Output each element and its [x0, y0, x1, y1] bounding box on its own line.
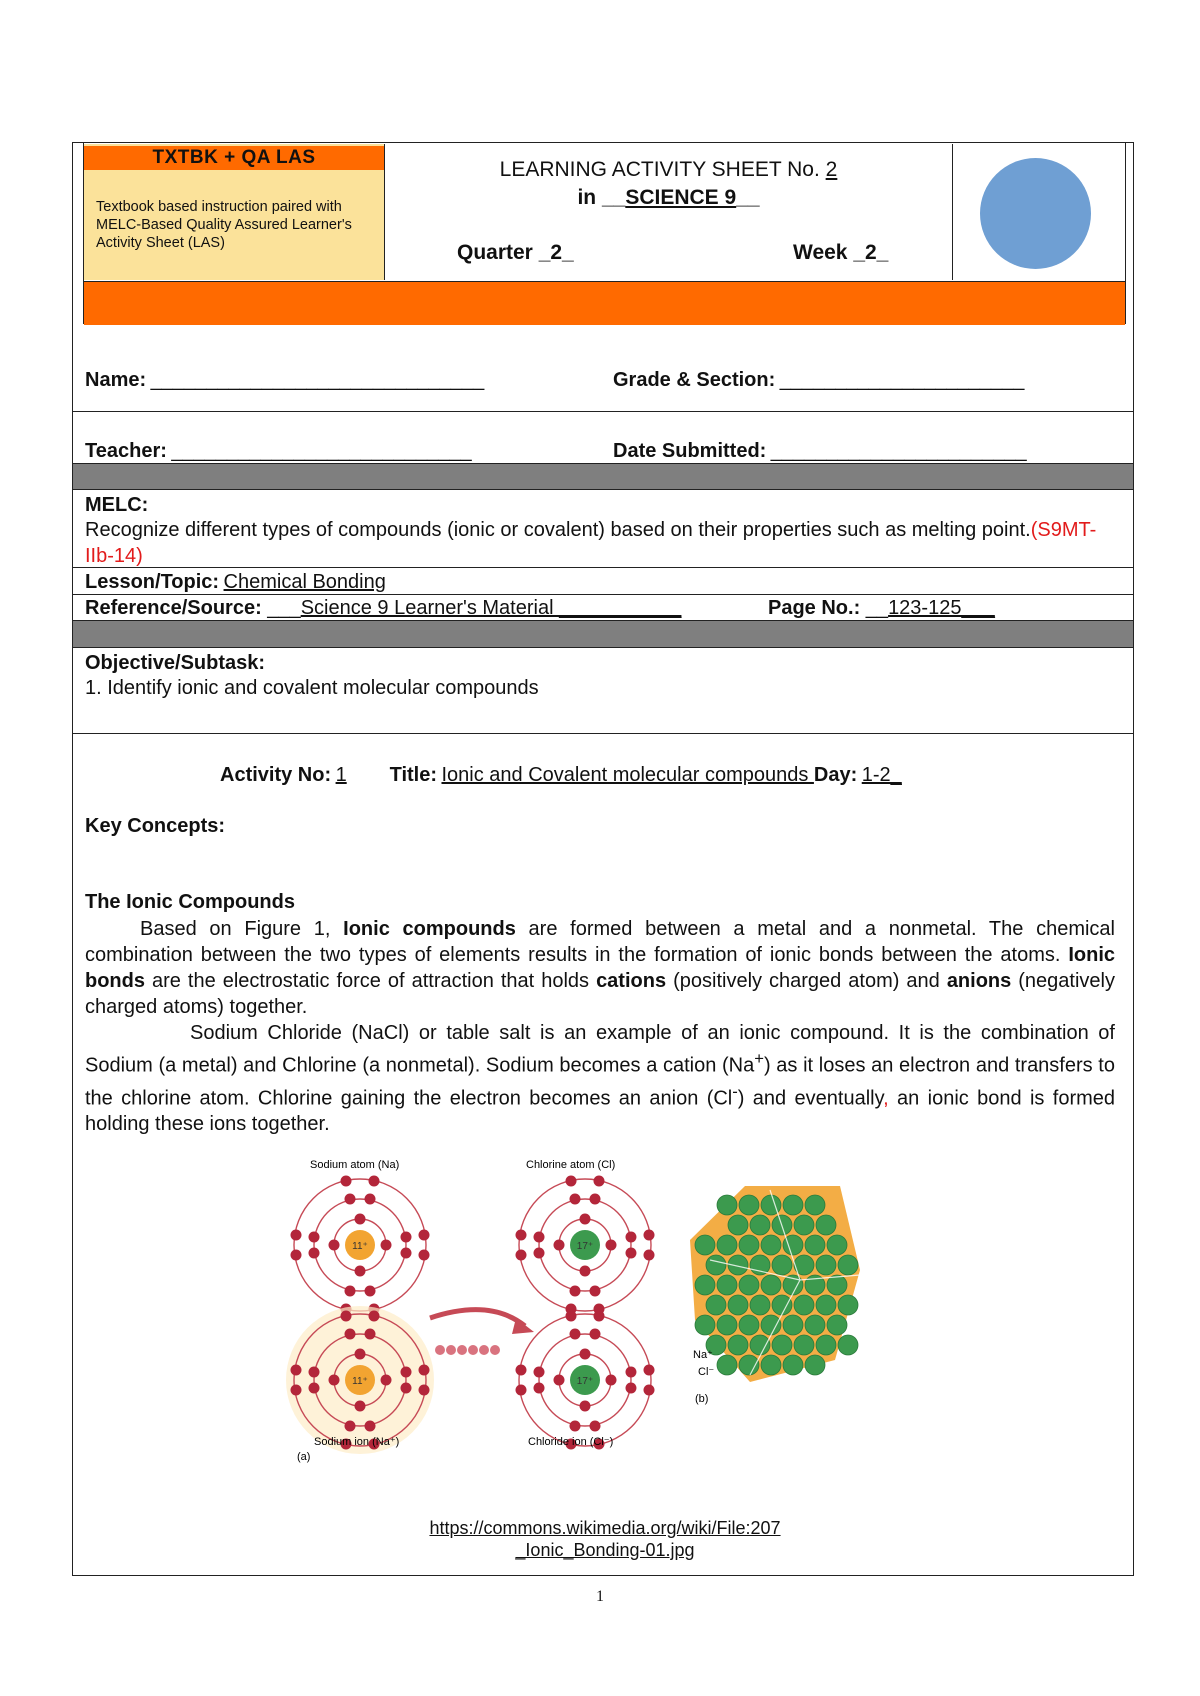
chloride-sphere [805, 1355, 825, 1375]
electron [291, 1385, 302, 1396]
section-title: The Ionic Compounds [85, 891, 295, 913]
electron [570, 1286, 581, 1297]
nacl-lattice [690, 1186, 860, 1382]
week-value: _2_ [853, 241, 889, 264]
activity-title-value: Ionic and Covalent molecular compounds [441, 764, 814, 786]
svg-text:17⁺: 17⁺ [576, 1376, 594, 1387]
chloride-sphere [750, 1215, 770, 1235]
electron [419, 1385, 430, 1396]
electron [534, 1232, 545, 1243]
electron [590, 1421, 601, 1432]
electron [580, 1266, 591, 1277]
electron [345, 1286, 356, 1297]
electron [401, 1383, 412, 1394]
divider [73, 567, 1133, 568]
electron [291, 1365, 302, 1376]
sodium-ion [286, 1306, 434, 1454]
electron [401, 1232, 412, 1243]
teacher-field[interactable]: ___________________________ [171, 440, 472, 462]
chloride-sphere [717, 1275, 737, 1295]
activity-title-label: Title: [389, 764, 438, 786]
chloride-sphere [695, 1235, 715, 1255]
electron [365, 1286, 376, 1297]
chloride-sphere [695, 1275, 715, 1295]
electron [580, 1349, 591, 1360]
electron [580, 1214, 591, 1225]
electron [626, 1367, 637, 1378]
chloride-sphere [805, 1195, 825, 1215]
chloride-sphere [717, 1355, 737, 1375]
chloride-sphere [838, 1335, 858, 1355]
chloride-sphere [761, 1275, 781, 1295]
label-sodium-ion: Sodium ion (Na⁺) [314, 1436, 400, 1448]
gray-separator [73, 463, 1133, 490]
electron [365, 1194, 376, 1205]
objective-block [85, 652, 539, 700]
electron [554, 1240, 565, 1251]
chloride-sphere [739, 1355, 759, 1375]
text-run: (negatively charged atoms) together. [85, 970, 1115, 1018]
divider [73, 733, 1133, 734]
activity-day-label: Day: [813, 764, 858, 786]
chloride-sphere [717, 1195, 737, 1215]
label-lattice-na: Na⁺ [693, 1349, 713, 1361]
objective-label: Objective/Subtask: [85, 652, 266, 674]
chlorine-atom [516, 1176, 655, 1315]
svg-text:17⁺: 17⁺ [576, 1241, 594, 1252]
electron [606, 1375, 617, 1386]
label-chlorine-atom: Chlorine atom (Cl) [526, 1159, 616, 1171]
lesson-row [85, 571, 386, 594]
electron [606, 1240, 617, 1251]
chloride-sphere [739, 1235, 759, 1255]
activity-day-value: 1-2_ [861, 764, 902, 786]
chloride-sphere [739, 1275, 759, 1295]
text-run-bold: Ionic compounds [343, 918, 516, 940]
page-no-label: Page No.: [768, 597, 861, 619]
electron [365, 1421, 376, 1432]
name-field[interactable]: ______________________________ [150, 369, 485, 391]
electron [554, 1375, 565, 1386]
electron [329, 1240, 340, 1251]
las-title [385, 158, 952, 182]
chloride-sphere [761, 1355, 781, 1375]
electron [309, 1367, 320, 1378]
label-a: (a) [297, 1451, 311, 1463]
logo-circle [980, 158, 1091, 269]
chloride-sphere [816, 1295, 836, 1315]
subject-suffix: __ [736, 186, 760, 209]
melc-code: (S9MT- IIb-14) [85, 519, 1097, 567]
chloride-sphere [717, 1315, 737, 1335]
electron [644, 1365, 655, 1376]
chloride-sphere [783, 1195, 803, 1215]
source-link[interactable] [350, 1517, 860, 1561]
ionic-bonding-figure [280, 1150, 940, 1480]
chloride-sphere [728, 1295, 748, 1315]
electron [365, 1329, 376, 1340]
chloride-sphere [761, 1315, 781, 1335]
superscript-plus: + [754, 1049, 764, 1068]
melc-block [85, 494, 1120, 569]
las-number: 2 [825, 158, 838, 181]
atom-diagrams [286, 1176, 655, 1455]
quarter-label: Quarter [457, 241, 539, 264]
activity-line [220, 764, 902, 787]
text-run: Based on Figure 1, [140, 918, 344, 940]
gray-separator [73, 620, 1133, 648]
text-run-bold: cations [596, 970, 667, 992]
electron [644, 1230, 655, 1241]
quarter [457, 241, 574, 265]
text-run: Sodium Chloride (NaCl) or table salt is an example of an ionic compound. It is the combination of Sodium (a metal) and Chlorine (a nonmetal). Sodium becomes a cation (Na [85, 1022, 1115, 1077]
electron [401, 1367, 412, 1378]
electron [457, 1345, 467, 1355]
chloride-sphere [827, 1235, 847, 1255]
electron [594, 1311, 605, 1322]
electron [401, 1248, 412, 1259]
lesson-value: Chemical Bonding [223, 571, 386, 593]
week-label: Week [793, 241, 854, 264]
chloride-sphere [739, 1195, 759, 1215]
electron [534, 1367, 545, 1378]
electron [435, 1345, 445, 1355]
chloride-sphere [772, 1295, 792, 1315]
svg-text:11⁺: 11⁺ [352, 1241, 368, 1252]
text-run: ) and eventually [737, 1087, 884, 1110]
divider [73, 411, 1133, 412]
chloride-sphere [772, 1335, 792, 1355]
reference-value: Science 9 Learner's Material ___________ [300, 597, 682, 619]
key-concepts-heading: Key Concepts: [85, 815, 226, 837]
electron [341, 1176, 352, 1187]
electron [309, 1232, 320, 1243]
electron [566, 1176, 577, 1187]
electron [534, 1383, 545, 1394]
electron [381, 1240, 392, 1251]
chloride-sphere [761, 1235, 781, 1255]
melc-text-wrap [85, 517, 1120, 569]
source-link-line1[interactable]: https://commons.wikimedia.org/wiki/File:207 [429, 1518, 781, 1538]
electron [516, 1250, 527, 1261]
page-number: 1 [596, 1588, 604, 1605]
label-lattice-cl: Cl⁻ [698, 1366, 715, 1378]
electron [369, 1311, 380, 1322]
text-run-bold: anions [946, 970, 1012, 992]
divider [73, 594, 1133, 595]
superscript-minus: - [732, 1081, 738, 1101]
electron [580, 1401, 591, 1412]
orange-bar [84, 281, 1125, 325]
paragraph-sodium-chloride [85, 1020, 1115, 1137]
electron [626, 1248, 637, 1259]
label-sodium-atom: Sodium atom (Na) [310, 1159, 400, 1171]
electron [291, 1250, 302, 1261]
svg-text:11⁺: 11⁺ [352, 1376, 368, 1387]
electron [329, 1375, 340, 1386]
transfer-arrow [430, 1310, 525, 1326]
melc-label: MELC: [85, 494, 149, 516]
text-run-bold: Ionic bonds [85, 944, 1115, 992]
grade-label: Grade & Section: [613, 369, 776, 391]
date-label: Date Submitted: [613, 440, 767, 462]
chloride-sphere [695, 1315, 715, 1335]
electron [570, 1329, 581, 1340]
electron [309, 1248, 320, 1259]
text-run: are the electrostatic force of attraction that holds [145, 970, 597, 992]
subject-line [385, 186, 952, 210]
electron [594, 1176, 605, 1187]
date-row [613, 440, 1027, 463]
reference-row [85, 597, 681, 620]
chloride-sphere [750, 1295, 770, 1315]
chloride-sphere [783, 1355, 803, 1375]
electron [626, 1383, 637, 1394]
sodium-atom [291, 1176, 430, 1315]
electron [516, 1230, 527, 1241]
electron [341, 1311, 352, 1322]
electron [570, 1194, 581, 1205]
chloride-sphere [761, 1195, 781, 1215]
electron [355, 1266, 366, 1277]
reference-prefix: ___ [261, 597, 301, 619]
chloride-sphere [706, 1255, 726, 1275]
teacher-label: Teacher: [85, 440, 167, 462]
chloride-sphere [772, 1255, 792, 1275]
electron [345, 1421, 356, 1432]
electron [468, 1345, 478, 1355]
source-link-line2[interactable]: _Ionic_Bonding-01.jpg [515, 1540, 695, 1560]
electron [590, 1286, 601, 1297]
label-chloride-ion: Chloride ion (Cl⁻) [528, 1436, 614, 1448]
electron [534, 1248, 545, 1259]
electron [355, 1349, 366, 1360]
badge-title: TXTBK + QA LAS [84, 146, 384, 170]
electron [626, 1232, 637, 1243]
chloride-sphere [805, 1315, 825, 1335]
electron [419, 1365, 430, 1376]
chloride-ion [516, 1311, 655, 1450]
electron [490, 1345, 500, 1355]
chloride-sphere [794, 1215, 814, 1235]
chloride-sphere [706, 1295, 726, 1315]
electron [381, 1375, 392, 1386]
date-field[interactable]: _______________________ [770, 440, 1027, 462]
lesson-label: Lesson/Topic: [85, 571, 220, 593]
chloride-sphere [805, 1235, 825, 1255]
electron [590, 1194, 601, 1205]
electron [419, 1230, 430, 1241]
subject-prefix: in __ [577, 186, 626, 209]
page-no-value: 123-125___ [888, 597, 995, 619]
badge-description: Textbook based instruction paired with MELC-Based Quality Assured Learner's Activity Sheet (LAS) [96, 199, 352, 251]
chloride-sphere [827, 1315, 847, 1335]
chloride-sphere [739, 1315, 759, 1335]
chloride-sphere [794, 1335, 814, 1355]
electron [419, 1250, 430, 1261]
text-run: (positively charged atom) and [666, 970, 947, 992]
electron [291, 1230, 302, 1241]
page-no-prefix: __ [860, 597, 889, 619]
electron [345, 1329, 356, 1340]
chloride-sphere [838, 1295, 858, 1315]
chloride-sphere [750, 1255, 770, 1275]
week [793, 241, 888, 265]
page-no-row [768, 597, 995, 620]
chloride-sphere [838, 1255, 858, 1275]
electron [566, 1311, 577, 1322]
electron [345, 1194, 356, 1205]
chloride-sphere [794, 1295, 814, 1315]
chloride-sphere [783, 1315, 803, 1335]
grade-field[interactable]: ______________________ [779, 369, 1025, 391]
melc-text: Recognize different types of compounds (ionic or covalent) based on their properties such as melting point. [85, 519, 1031, 541]
name-label: Name: [85, 369, 147, 391]
objective-item: 1. Identify ionic and covalent molecular compounds [85, 677, 539, 699]
chloride-sphere [816, 1215, 836, 1235]
electron [644, 1250, 655, 1261]
electron [479, 1345, 489, 1355]
electron [309, 1383, 320, 1394]
electron [570, 1421, 581, 1432]
paragraph-ionic-compounds [85, 916, 1115, 1020]
las-prefix: LEARNING ACTIVITY SHEET No. [499, 158, 826, 181]
text-run: are formed between a metal and a nonmetal. The chemical combination between the two types of elements results in the formation of ionic bonds between the atoms. [85, 918, 1115, 966]
electron [355, 1401, 366, 1412]
text-run-red: , [883, 1087, 889, 1110]
chloride-sphere [750, 1335, 770, 1355]
teacher-row [85, 440, 472, 463]
text-run: ) as it loses an electron and transfers to the chlorine atom. Chlorine gaining the electron becomes an anion (Cl [85, 1054, 1115, 1110]
label-b: (b) [695, 1393, 709, 1405]
electron [446, 1345, 456, 1355]
chloride-sphere [728, 1215, 748, 1235]
name-row [85, 369, 484, 392]
electron [516, 1385, 527, 1396]
electron [355, 1214, 366, 1225]
electron [644, 1385, 655, 1396]
electron [516, 1365, 527, 1376]
quarter-value: _2_ [538, 241, 574, 264]
chloride-sphere [816, 1335, 836, 1355]
chloride-sphere [816, 1255, 836, 1275]
text-run: an ionic bond is formed holding these ions together. [85, 1087, 1116, 1136]
activity-no-label: Activity No: [220, 764, 332, 786]
activity-no-value: 1 [335, 764, 347, 786]
reference-label: Reference/Source: [85, 597, 262, 619]
electron [590, 1329, 601, 1340]
grade-row [613, 369, 1024, 392]
chloride-sphere [728, 1335, 748, 1355]
electron [369, 1176, 380, 1187]
subject: SCIENCE 9 [625, 186, 737, 209]
chloride-sphere [717, 1235, 737, 1255]
